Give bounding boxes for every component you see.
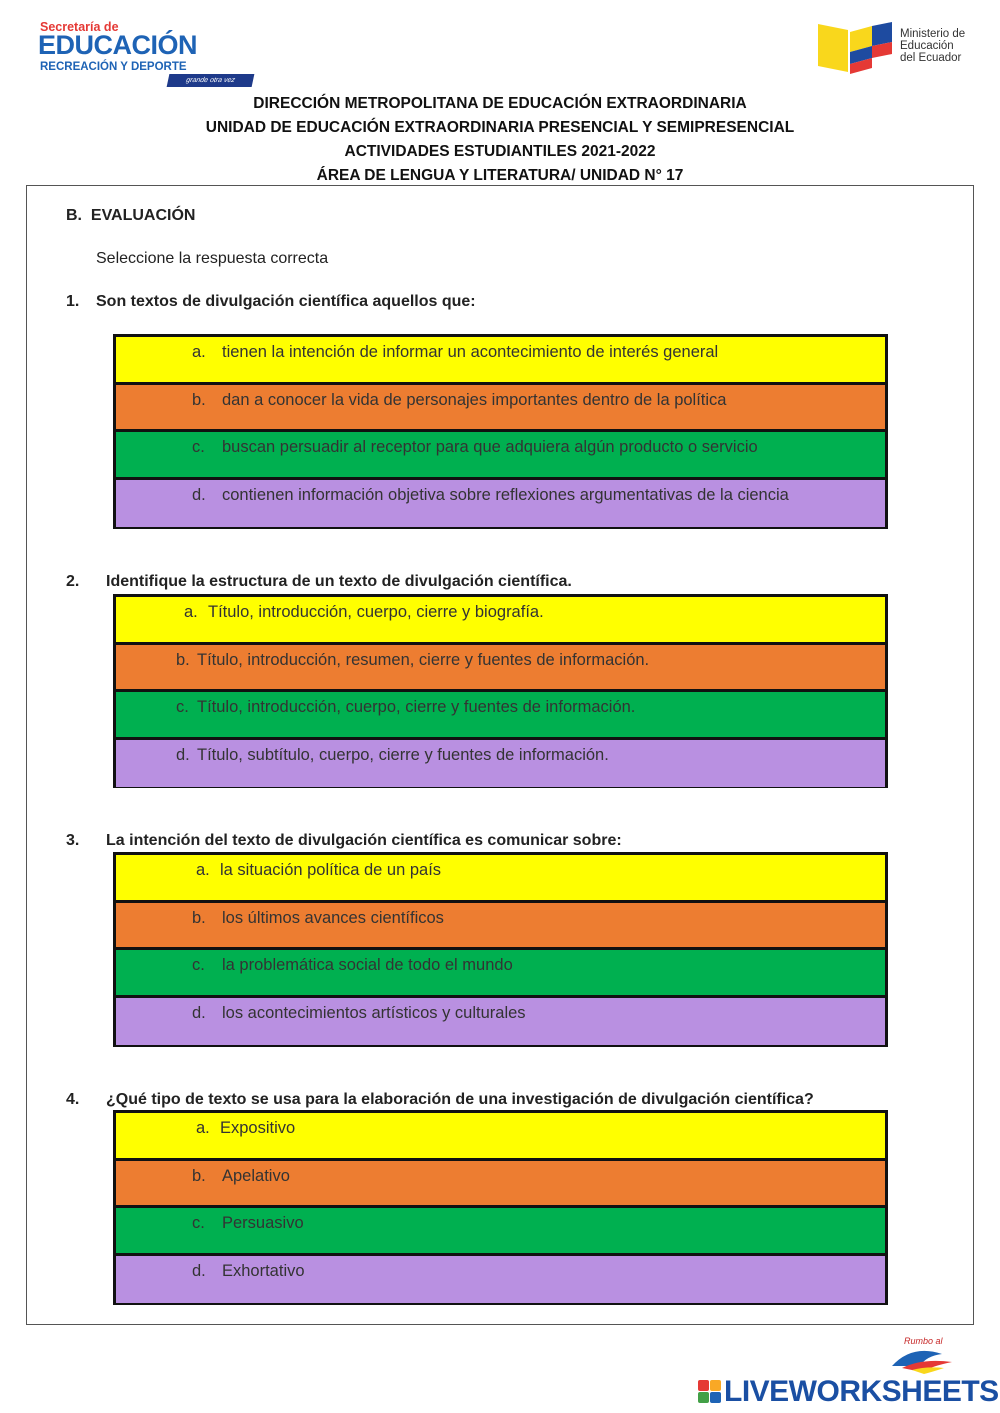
question-2-text: Identifique la estructura de un texto de divulgación científica. [106,573,572,590]
header-line-1: DIRECCIÓN METROPOLITANA DE EDUCACIÓN EXTRAORDINARIA [253,95,747,112]
q2-option-d[interactable]: d. Título, subtítulo, cuerpo, cierre y fuentes de información. [116,740,885,788]
question-2-number: 2. [66,573,80,590]
header-line-2: UNIDAD DE EDUCACIÓN EXTRAORDINARIA PRESENCIAL Y SEMIPRESENCIAL [205,119,795,136]
question-1-options [113,334,888,529]
q4-option-d[interactable]: d. Exhortativo [116,1256,885,1304]
secretaria-educacion-logo [38,20,236,84]
q2-option-a[interactable]: a. Título, introducción, cuerpo, cierre y biografía. [116,597,885,645]
header-line-4: ÁREA DE LENGUA Y LITERATURA/ UNIDAD N° 17 [316,167,684,184]
q1-option-d[interactable]: d. contienen información objetiva sobre reflexiones argumentativas de la ciencia [116,480,885,528]
q1-option-b[interactable]: b. dan a conocer la vida de personajes importantes dentro de la política [116,385,885,433]
question-1-number: 1. [66,293,80,310]
ministerio-text: Ministerio de Educación del Ecuador [900,28,966,64]
question-3-options [113,852,888,1047]
q1-option-a[interactable]: a. tienen la intención de informar un acontecimiento de interés general [116,337,885,385]
ecuador-flag-icon [816,20,896,76]
logo-line-3: RECREACIÓN Y DEPORTE [40,61,187,73]
document-header [0,92,1000,188]
header-line-3: ACTIVIDADES ESTUDIANTILES 2021-2022 [344,143,656,160]
ministerio-educacion-logo [816,20,986,76]
q3-option-d[interactable]: d. los acontecimientos artísticos y culturales [116,998,885,1046]
liveworksheets-logo-icon [698,1380,722,1404]
q4-option-a[interactable]: a. Expositivo [116,1113,885,1161]
q3-option-b[interactable]: b. los últimos avances científicos [116,903,885,951]
logo-tagline: grande otra vez [167,74,255,87]
q2-option-c[interactable]: c. Título, introducción, cuerpo, cierre y fuentes de información. [116,692,885,740]
q3-option-a[interactable]: a. la situación política de un país [116,855,885,903]
question-4-options [113,1110,888,1305]
liveworksheets-wordmark[interactable]: LIVEWORKSHEETS [724,1375,999,1408]
question-4-text: ¿Qué tipo de texto se usa para la elaboración de una investigación de divulgación científica? [106,1091,814,1108]
question-3-text: La intención del texto de divulgación científica es comunicar sobre: [106,832,622,849]
question-3-number: 3. [66,832,80,849]
q2-option-b[interactable]: b. Título, introducción, resumen, cierre y fuentes de información. [116,645,885,693]
question-1-text: Son textos de divulgación científica aquellos que: [96,293,476,310]
rumbo-badge: Rumbo al [882,1336,962,1376]
q4-option-c[interactable]: c. Persuasivo [116,1208,885,1256]
q4-option-b[interactable]: b. Apelativo [116,1161,885,1209]
q3-option-c[interactable]: c. la problemática social de todo el mundo [116,950,885,998]
instruction-text: Seleccione la respuesta correcta [96,250,329,267]
liveworksheets-brand [698,1372,998,1412]
logo-line-1: Secretaría de [40,20,119,34]
logo-line-2: EDUCACIÓN [38,30,198,60]
question-4-number: 4. [66,1091,80,1108]
q1-option-c[interactable]: c. buscan persuadir al receptor para que adquiera algún producto o servicio [116,432,885,480]
section-title: B. EVALUACIÓN [66,207,196,224]
question-2-options [113,594,888,788]
